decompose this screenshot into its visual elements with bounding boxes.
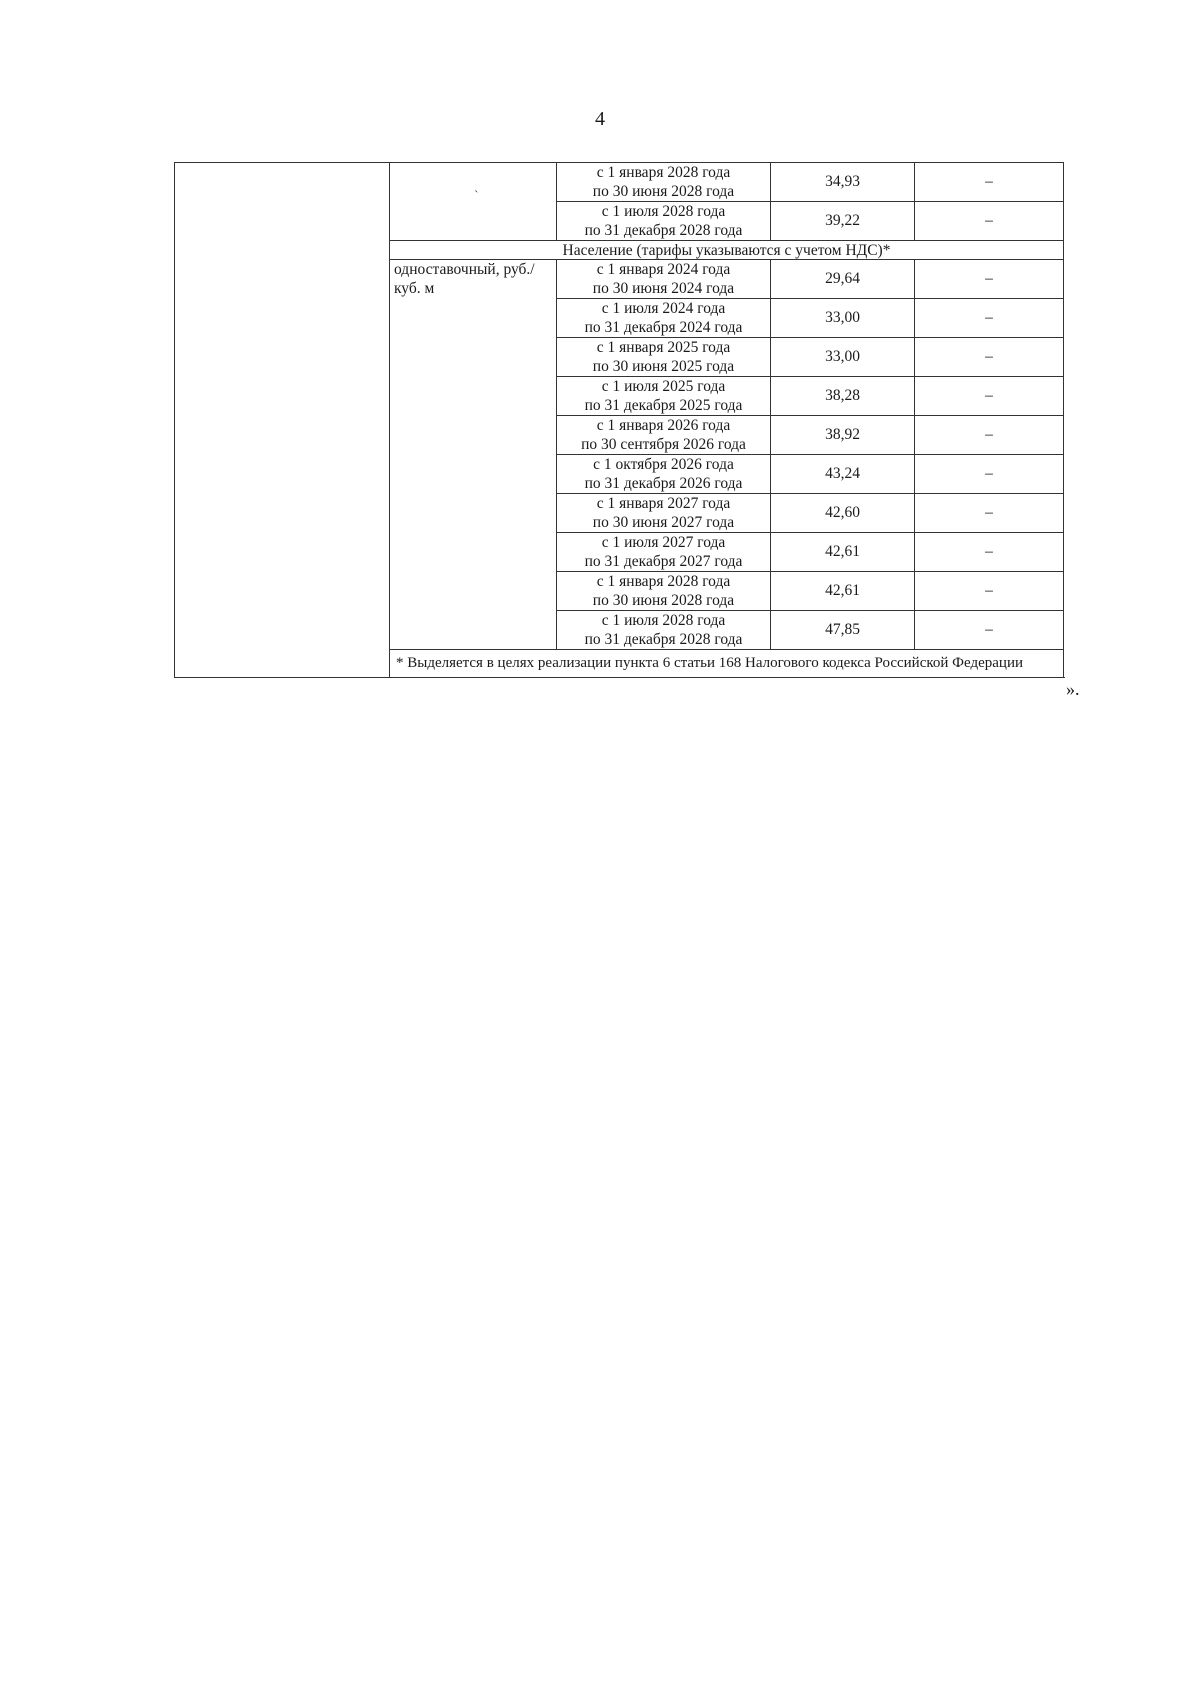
period-from: с 1 января 2026 года: [596, 417, 731, 434]
tariff-value: 39,22: [771, 202, 915, 241]
tariff-value: 38,92: [771, 416, 915, 455]
tariff-value: 38,28: [771, 377, 915, 416]
section-header: Население (тарифы указываются с учетом НДС)*: [390, 241, 1064, 260]
period-from: с 1 января 2028 года: [596, 164, 731, 181]
period-from: с 1 июля 2027 года: [601, 534, 726, 551]
tariff-value: 42,61: [771, 533, 915, 572]
period-from: с 1 июля 2028 года: [601, 203, 726, 220]
period-cell: [557, 494, 771, 533]
tariff-value: 29,64: [771, 260, 915, 299]
period-to: по 31 декабря 2026 года: [584, 475, 743, 492]
period-cell: [557, 377, 771, 416]
period-from: с 1 января 2024 года: [596, 261, 731, 278]
tariff-table: [174, 162, 1064, 678]
footnote: * Выделяется в целях реализации пункта 6 статьи 168 Налогового кодекса Российской Федерации: [390, 650, 1064, 678]
period-to: по 30 июня 2025 года: [592, 358, 735, 375]
period-to: по 31 декабря 2027 года: [584, 553, 743, 570]
period-to: по 30 сентября 2026 года: [581, 436, 746, 453]
tariff-value: 42,61: [771, 572, 915, 611]
period-to: по 30 июня 2028 года: [592, 183, 735, 200]
period-cell: [557, 455, 771, 494]
tariff-value: 33,00: [771, 299, 915, 338]
period-cell: [557, 416, 771, 455]
extra-value: –: [915, 299, 1064, 338]
tariff-value: 47,85: [771, 611, 915, 650]
period-from: с 1 октября 2026 года: [593, 456, 734, 473]
tariff-value: 34,93: [771, 163, 915, 202]
organization-cell: [175, 163, 390, 678]
period-from: с 1 января 2027 года: [596, 495, 731, 512]
period-to: по 30 июня 2028 года: [592, 592, 735, 609]
stray-mark: `: [474, 188, 479, 204]
period-cell: [557, 202, 771, 241]
period-cell: [557, 163, 771, 202]
tariff-type-cell: одноставочный, руб./куб. м: [390, 260, 557, 650]
closing-quote: ».: [1066, 679, 1080, 699]
period-to: по 31 декабря 2028 года: [584, 222, 743, 239]
tariff-value: 43,24: [771, 455, 915, 494]
tariff-value: 42,60: [771, 494, 915, 533]
period-cell: [557, 533, 771, 572]
period-cell: [557, 572, 771, 611]
period-cell: [557, 260, 771, 299]
extra-value: –: [915, 455, 1064, 494]
period-to: по 31 декабря 2025 года: [584, 397, 743, 414]
period-from: с 1 июля 2024 года: [601, 300, 726, 317]
page-number: 4: [595, 108, 605, 130]
period-from: с 1 июля 2028 года: [601, 612, 726, 629]
period-cell: [557, 338, 771, 377]
extra-value: –: [915, 533, 1064, 572]
extra-value: –: [915, 163, 1064, 202]
period-from: с 1 июля 2025 года: [601, 378, 726, 395]
period-to: по 31 декабря 2024 года: [584, 319, 743, 336]
extra-value: –: [915, 494, 1064, 533]
table-row: [175, 163, 1064, 202]
extra-value: –: [915, 202, 1064, 241]
period-to: по 30 июня 2024 года: [592, 280, 735, 297]
extra-value: –: [915, 611, 1064, 650]
period-cell: [557, 611, 771, 650]
tariff-type-cell-continued: [390, 163, 557, 241]
extra-value: –: [915, 572, 1064, 611]
tariff-value: 33,00: [771, 338, 915, 377]
period-to: по 30 июня 2027 года: [592, 514, 735, 531]
period-from: с 1 января 2025 года: [596, 339, 731, 356]
extra-value: –: [915, 377, 1064, 416]
period-cell: [557, 299, 771, 338]
extra-value: –: [915, 416, 1064, 455]
period-to: по 31 декабря 2028 года: [584, 631, 743, 648]
extra-value: –: [915, 260, 1064, 299]
extra-value: –: [915, 338, 1064, 377]
tariff-table-body: [175, 163, 1064, 678]
period-from: с 1 января 2028 года: [596, 573, 731, 590]
